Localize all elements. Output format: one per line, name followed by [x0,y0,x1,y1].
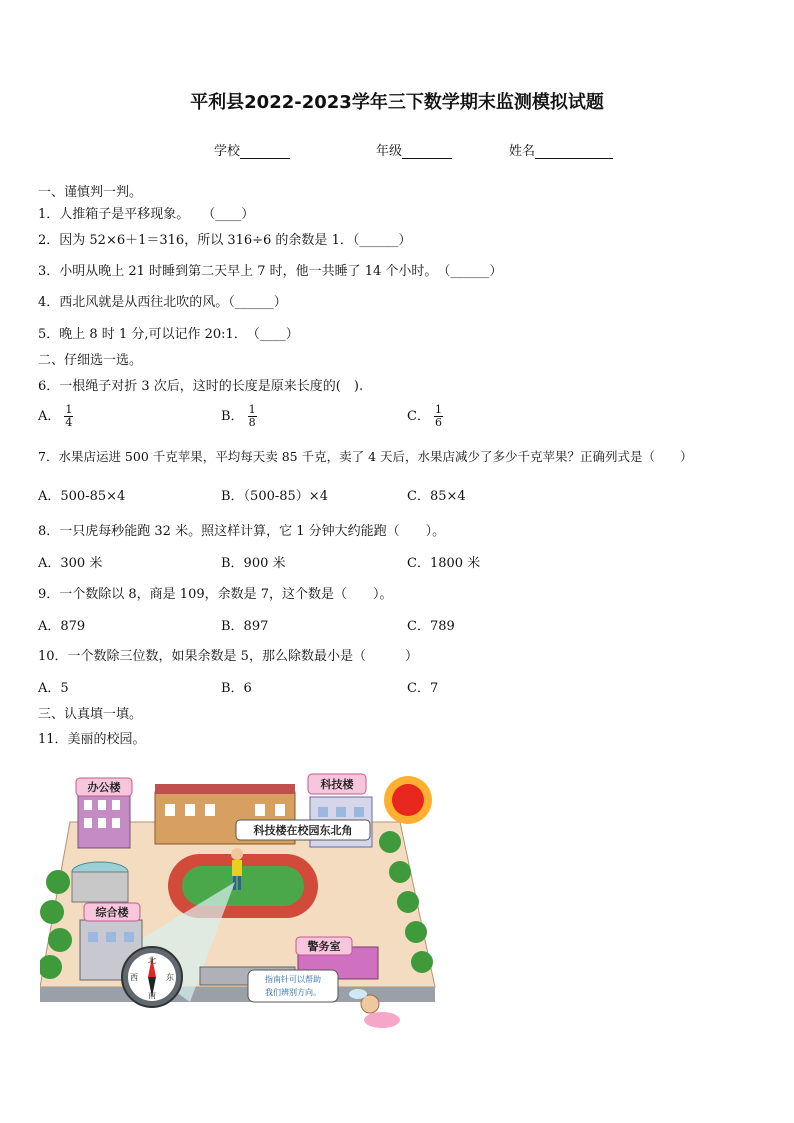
school-label: 学校 [214,144,241,159]
question-11: 11．美丽的校园。 [38,732,146,747]
tech-note: 科技楼在校园东北角 [253,824,353,837]
section-heading-1: 一、谨慎判一判。 [38,185,143,200]
grade-label: 年级 [376,144,403,159]
fraction: $\frac{1}{8}$ [248,403,256,429]
q9-option-b[interactable]: B．897 [221,619,269,634]
q8-option-c[interactable]: C．1800 米 [407,556,481,571]
question-5: 5．晚上 8 时 1 分,可以记作 20:1． （____） [38,327,299,342]
question-1: 1．人推箱子是平移现象。 （____） [38,207,255,222]
speech-line-2: 我们辨别方向。 [265,988,321,997]
sun-icon [384,776,432,824]
grade-blank[interactable] [402,144,452,159]
question-7: 7．水果店运进 500 千克苹果，平均每天卖 85 千克，卖了 4 天后，水果店减少了多少千克苹果？正确列式是（ ） [38,449,693,464]
school-blank[interactable] [240,144,290,159]
question-9: 9．一个数除以 8，商是 109，余数是 7，这个数是（ ）。 [38,587,393,602]
campus-illustration [40,762,440,1037]
q7-option-b[interactable]: B．（500-85）×4 [221,489,328,504]
tech-label: 科技楼 [320,778,354,791]
q9-option-c[interactable]: C．789 [407,619,455,634]
question-3: 3．小明从晚上 21 时睡到第二天早上 7 时，他一共睡了 14 个小时。 （______） [38,264,503,279]
q8-option-a[interactable]: A．300 米 [38,556,103,571]
q6-option-c[interactable] [407,404,443,429]
q10-option-c[interactable]: C．7 [407,681,439,696]
compass-north: 北 [148,956,156,965]
guard-label: 警务室 [307,940,341,953]
option-label: A． [38,409,61,424]
q7-option-c[interactable]: C．85×4 [407,489,466,504]
school-field [214,140,290,159]
question-2: 2．因为 52×6＋1＝316，所以 316÷6 的余数是 1．（______） [38,233,412,248]
question-6: 6．一根绳子对折 3 次后，这时的长度是原来长度的( ). [38,379,364,394]
q10-option-a[interactable]: A．5 [38,681,69,696]
q9-option-a[interactable]: A．879 [38,619,86,634]
question-8: 8．一只虎每秒能跑 32 米。照这样计算，它 1 分钟大约能跑（ ）。 [38,524,446,539]
compass-south: 南 [148,991,156,1000]
page-title: 平利县2022-2023学年三下数学期末监测模拟试题 [190,92,604,113]
name-blank[interactable] [535,144,613,159]
option-label: B． [221,409,244,424]
q7-option-a[interactable]: A．500-85×4 [38,489,126,504]
section-heading-2: 二、仔细选一选。 [38,353,143,368]
fraction: $\frac{1}{6}$ [434,403,442,429]
complex-label: 综合楼 [95,906,129,919]
compass-west: 西 [130,973,138,982]
grade-field [376,140,452,159]
question-4: 4．西北风就是从西往北吹的风。（______） [38,295,287,310]
q6-option-b[interactable] [221,404,257,429]
question-10: 10．一个数除三位数，如果余数是 5，那么除数最小是（ ） [38,649,418,664]
round-building [72,862,128,902]
compass-icon [122,947,182,1007]
name-field [509,140,613,159]
q10-option-b[interactable]: B．6 [221,681,252,696]
q6-option-a[interactable] [38,404,73,429]
fraction: $\frac{1}{4}$ [65,403,73,429]
running-track [168,854,318,918]
office-label: 办公楼 [87,781,121,794]
q8-option-b[interactable]: B．900 米 [221,556,286,571]
name-label: 姓名 [509,144,536,159]
office-building [78,790,130,848]
compass-east: 东 [166,973,174,982]
speech-line-1: 指南针可以帮助 [265,975,321,984]
option-label: C． [407,409,430,424]
section-heading-3: 三、认真填一填。 [38,707,143,722]
